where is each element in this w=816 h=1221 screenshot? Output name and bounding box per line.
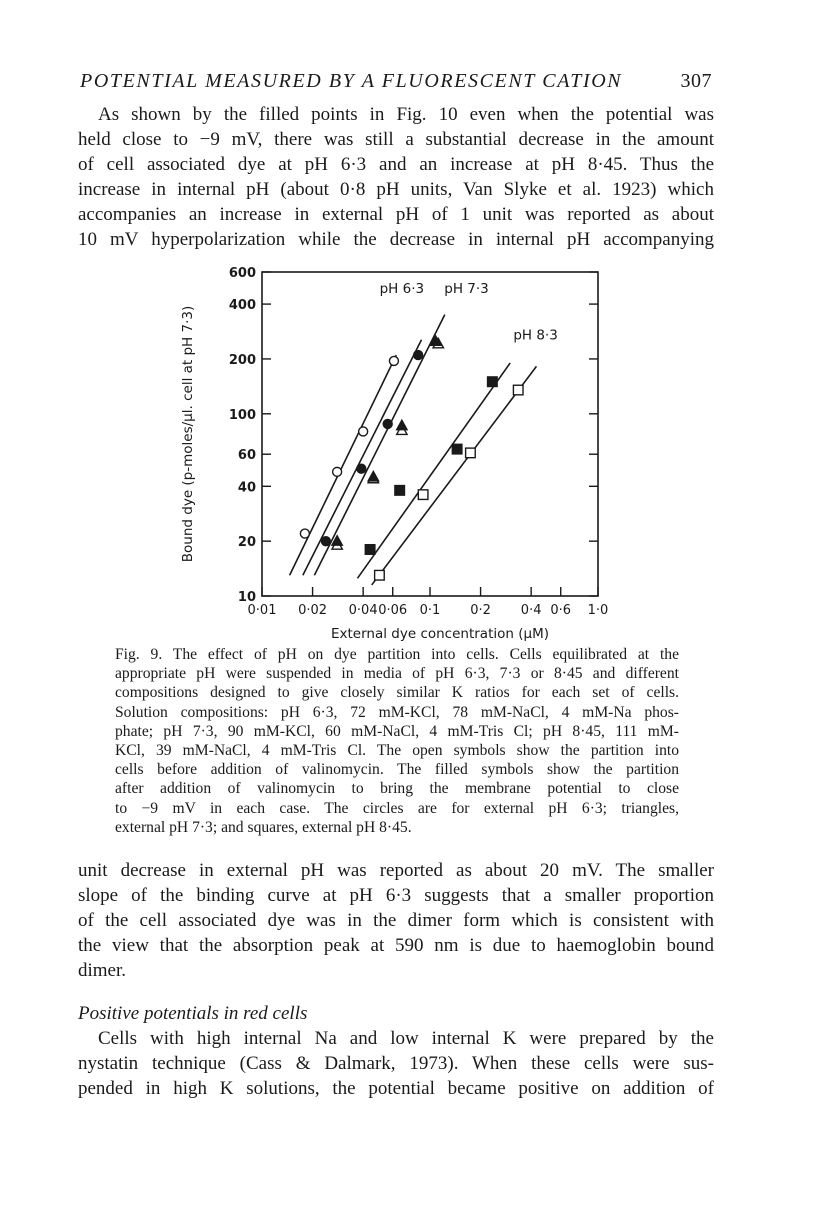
data-point-circle (359, 427, 368, 436)
data-point-circle (383, 419, 392, 428)
text-line: increase in internal pH (about 0·8 pH units, Van Slyke et al. 1923) which (78, 179, 714, 200)
y-tick-label: 400 (228, 298, 256, 314)
data-point-square (466, 448, 476, 458)
text-line: of the cell associated dye was in the dimer form which is consistent with (78, 910, 714, 931)
y-tick-label: 10 (237, 590, 256, 605)
x-tick-label: 0·02 (298, 603, 328, 618)
caption-line: KCl, 39 mM-NaCl, 4 mM-Tris Cl. The open symbols show the partition into (115, 742, 679, 760)
data-point-square (395, 486, 405, 496)
x-tick-label: 0·1 (419, 603, 441, 618)
text-line: 10 mV hyperpolarization while the decrease in internal pH accompanying (78, 229, 714, 250)
y-tick-label: 20 (237, 535, 256, 551)
paragraph-2 (78, 858, 714, 958)
y-tick-label: 40 (237, 480, 256, 496)
paragraph-2-end (78, 958, 714, 983)
fit-line (314, 315, 444, 576)
y-tick-label: 200 (228, 352, 256, 368)
y-tick-label: 60 (237, 448, 256, 464)
caption-line: cells before addition of valinomycin. The filled symbols show the partition (115, 761, 679, 779)
x-tick-label: 1·0 (587, 603, 609, 618)
data-point-circle (333, 467, 342, 476)
data-point-square (513, 385, 523, 395)
caption-line: after addition of valinomycin to bring the membrane potential to close (115, 780, 679, 798)
y-axis-label: Bound dye (p-moles/μl. cell at pH 7·3) (180, 305, 196, 563)
data-point-square (365, 545, 375, 555)
x-tick-label: 0·4 (520, 603, 542, 618)
running-title: POTENTIAL MEASURED BY A FLUORESCENT CATION (80, 70, 623, 92)
fit-line (303, 340, 422, 576)
x-axis-label: External dye concentration (μM) (330, 626, 550, 642)
paragraph-3 (78, 1026, 714, 1101)
data-point-circle (357, 464, 366, 473)
caption-line: phate; pH 7·3, 90 mM-KCl, 60 mM-NaCl, 4 mM-Tris Cl; pH 8·45, 111 mM- (115, 722, 679, 740)
text-line: of cell associated dye at pH 6·3 and an increase at pH 8·45. Thus the (78, 154, 714, 175)
text-line: slope of the binding curve at pH 6·3 suggests that a smaller proportion (78, 885, 714, 906)
fit-line (357, 363, 510, 578)
x-tick-label: 0·6 (550, 603, 572, 618)
section-heading: Positive potentials in red cells (78, 1003, 308, 1024)
data-point-square (488, 377, 498, 387)
fit-line (372, 366, 537, 585)
figure-caption (115, 645, 679, 837)
x-tick-label: 0·06 (378, 603, 408, 618)
text-line: pended in high K solutions, the potential became positive on addition of (78, 1078, 714, 1099)
caption-line: appropriate pH were suspended in media of pH 6·3, 7·3 or 8·45 and different (115, 665, 679, 683)
fit-line (290, 355, 397, 575)
x-tick-label: 0·01 (247, 603, 277, 618)
text-line: the view that the absorption peak at 590 nm is due to haemoglobin bound (78, 935, 714, 956)
data-point-square (418, 490, 428, 500)
curve-label: pH 8·3 (513, 327, 558, 344)
caption-line: Fig. 9. The effect of pH on dye partition into cells. Cells equilibrated at the (115, 646, 679, 663)
data-point-square (452, 444, 462, 454)
data-point-square (375, 570, 385, 580)
data-point-triangle (397, 420, 407, 430)
caption-line: Solution compositions: pH 6·3, 72 mM-KCl, 78 mM-NaCl, 4 mM-Na phos- (115, 703, 679, 721)
data-point-circle (321, 537, 330, 546)
data-point-circle (389, 356, 398, 365)
caption-line: compositions designed to give closely similar K ratios for each set of cells. (115, 684, 679, 702)
x-tick-label: 0·2 (470, 603, 491, 618)
caption-line: external pH 7·3; and squares, external pH 8·45. (115, 818, 412, 836)
x-tick-label: 0·04 (348, 603, 378, 618)
y-tick-label: 100 (228, 407, 256, 423)
y-tick-label: 600 (228, 266, 256, 281)
text-line: dimer. (78, 960, 127, 981)
text-line: As shown by the filled points in Fig. 10 even when the potential was (98, 104, 714, 125)
curve-label: pH 7·3 (444, 281, 489, 298)
text-line: accompanies an increase in external pH of 1 unit was reported as about (78, 204, 714, 225)
data-point-circle (414, 351, 423, 360)
plot-frame (262, 272, 598, 596)
data-point-triangle (368, 471, 378, 481)
text-line: unit decrease in external pH was reported as about 20 mV. The smaller (78, 860, 714, 881)
page-number: 307 (680, 70, 712, 92)
text-line: nystatin technique (Cass & Dalmark, 1973). When these cells were sus- (78, 1053, 714, 1074)
data-point-circle (300, 529, 309, 538)
curve-label: pH 6·3 (379, 281, 425, 298)
caption-line: to −9 mV in each case. The circles are for external pH 6·3; triangles, (115, 799, 679, 817)
text-line: held close to −9 mV, there was still a substantial decrease in the amount (78, 129, 714, 150)
text-line: Cells with high internal Na and low internal K were prepared by the (98, 1028, 714, 1049)
